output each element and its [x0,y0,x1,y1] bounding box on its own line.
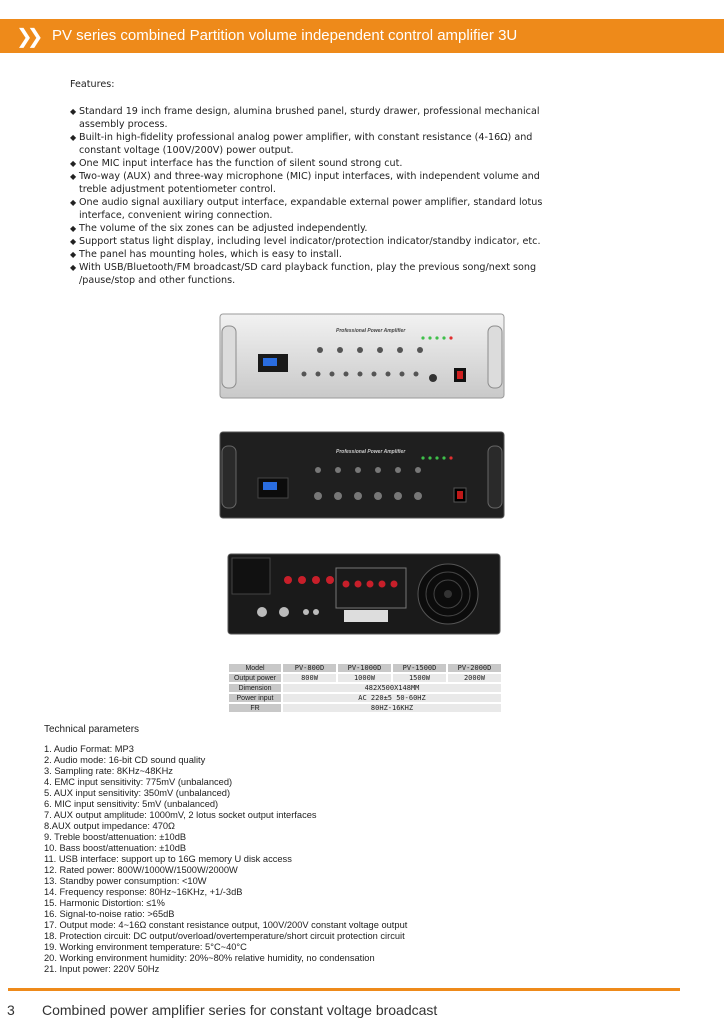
diamond-bullet-icon: ◆ [70,224,77,233]
features-section [70,78,570,287]
list-item: 4. EMC input sensitivity: 775mV (unbalanced) [44,777,233,787]
table-cell: 800W [283,674,336,682]
page-title: PV series combined Partition volume independent control amplifier 3U [52,27,518,44]
header-bar [0,19,724,53]
page-number: 3 [7,1002,15,1018]
table-cell: 1000W [338,674,391,682]
list-item: 15. Harmonic Distortion: ≤1% [44,898,165,908]
list-item: 7. AUX output amplitude: 1000mV, 2 lotus socket output interfaces [44,810,317,820]
list-item: 13. Standby power consumption: <10W [44,876,207,886]
table-row [229,684,501,692]
table-row [229,674,501,682]
table-row [229,704,501,712]
footer-divider [8,988,680,991]
list-item: 10. Bass boost/attenuation: ±10dB [44,843,187,853]
table-row [229,694,501,702]
table-cell: PV-2000D [448,664,501,672]
table-cell: PV-1500D [393,664,446,672]
black-amplifier-front-image [218,430,506,522]
diamond-bullet-icon: ◆ [70,198,77,207]
front-panel-brand: Professional Power Amplifier [336,328,406,334]
amplifier-rear-panel-image [226,552,502,638]
diamond-bullet-icon: ◆ [70,172,77,181]
table-cell: PV-1000D [338,664,391,672]
diamond-bullet-icon: ◆ [70,250,77,259]
diamond-bullet-icon: ◆ [70,107,77,116]
feature-item: ◆ One audio signal auxiliary output interface, expandable external power amplifier, standard lotus interface, convenient wiring connection. [70,197,543,221]
table-cell: AC 220±5 50-60HZ [283,694,501,702]
list-item: 1. Audio Format: MP3 [44,744,134,754]
list-item: 5. AUX input sensitivity: 350mV (unbalanced) [44,788,231,798]
feature-item: ◆ The panel has mounting holes, which is easy to install. [70,249,342,260]
table-cell: PV-800D [283,664,336,672]
table-cell: 1500W [393,674,446,682]
table-cell: Dimension [229,684,281,692]
table-cell: 482X500X148MM [283,684,501,692]
list-item: 16. Signal-to-noise ratio: >65dB [44,909,175,919]
technical-parameters-heading: Technical parameters [44,724,140,735]
features-list [70,105,570,287]
list-item: 8.AUX output impedance: 470Ω [44,821,175,831]
list-item: 21. Input power: 220V 50Hz [44,964,160,974]
footer-title: Combined power amplifier series for constant voltage broadcast [42,1002,438,1018]
list-item: 9. Treble boost/attenuation: ±10dB [44,832,187,842]
list-item: 17. Output mode: 4~16Ω constant resistance output, 100V/200V constant voltage output [44,920,408,930]
list-item: 2. Audio mode: 16-bit CD sound quality [44,755,206,765]
spec-table [227,662,503,714]
diamond-bullet-icon: ◆ [70,159,77,168]
silver-amplifier-front-image [218,312,506,402]
diamond-bullet-icon: ◆ [70,237,77,246]
feature-item: ◆ With USB/Bluetooth/FM broadcast/SD card playback function, play the previous song/next song /pause/stop and other functions. [70,262,537,286]
table-cell: FR [229,704,281,712]
table-cell: 2000W [448,674,501,682]
list-item: 11. USB interface: support up to 16G memory U disk access [44,854,292,864]
list-item: 14. Frequency response: 80Hz~16KHz, +1/-3dB [44,887,243,897]
feature-item: ◆ The volume of the six zones can be adjusted independently. [70,223,368,234]
double-chevron-right-icon: ❯❯ [16,24,38,48]
feature-item: ◆ Two-way (AUX) and three-way microphone (MIC) input interfaces, with independent volume and treble adjustment potentiometer control. [70,171,540,195]
features-heading: Features: [70,79,115,90]
feature-item: ◆ One MIC input interface has the function of silent sound strong cut. [70,158,403,169]
table-cell: 80HZ-16KHZ [283,704,501,712]
list-item: 20. Working environment humidity: 20%~80% relative humidity, no condensation [44,953,375,963]
feature-item: ◆ Standard 19 inch frame design, alumina brushed panel, sturdy drawer, professional mechanical assembly process. [70,106,540,130]
list-item: 3. Sampling rate: 8KHz~48KHz [44,766,173,776]
table-cell: Output power [229,674,281,682]
table-row [229,664,501,672]
technical-parameters-list [44,744,407,975]
diamond-bullet-icon: ◆ [70,263,77,272]
front-panel-brand: Professional Power Amplifier [336,449,406,455]
list-item: 12. Rated power: 800W/1000W/1500W/2000W [44,865,238,875]
feature-item: ◆ Built-in high-fidelity professional analog power amplifier, with constant resistance (4-16Ω) and constant voltage (100V/200V) power output. [70,132,533,156]
diamond-bullet-icon: ◆ [70,133,77,142]
table-cell: Model [229,664,281,672]
list-item: 19. Working environment temperature: 5°C~40°C [44,942,247,952]
table-cell: Power input [229,694,281,702]
feature-item: ◆ Support status light display, including level indicator/protection indicator/standby indicator, etc. [70,236,541,247]
list-item: 6. MIC input sensitivity: 5mV (unbalanced) [44,799,219,809]
list-item: 18. Protection circuit: DC output/overload/overtemperature/short circuit protection circuit [44,931,405,941]
